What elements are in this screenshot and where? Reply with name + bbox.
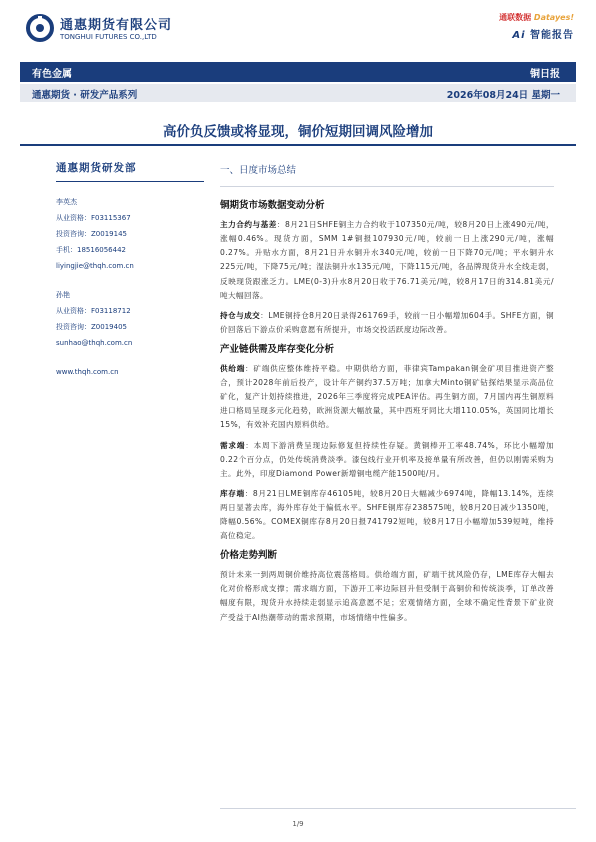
category-label: 有色金属 [32, 69, 72, 80]
company-name-cn: 通惠期货有限公司 [60, 18, 173, 33]
report-type-label: 铜日报 [530, 69, 560, 80]
department-name: 通惠期货研发部 [56, 160, 204, 182]
paragraph-positions: 持仓与成交：LME铜持仓8月20日录得261769手，较前一日小幅增加604手。SHFE方面，铜价回落后下游点价采购意愿有所提升，市场交投活跃度边际改善。 [220, 310, 555, 334]
analyst-email[interactable]: liyingjie@thqh.com.cn [56, 262, 134, 270]
series-label: 通惠期货 · 研发产品系列 [32, 90, 138, 101]
series-bar [20, 84, 576, 102]
analyst-consult-id: 投资咨询：Z0019145 [56, 230, 127, 238]
website-link[interactable]: www.thqh.com.cn [56, 368, 119, 376]
analyst-consult-id: 投资咨询：Z0019405 [56, 323, 127, 331]
analyst-name: 李英杰 [56, 198, 77, 206]
datayes-logo: 通联数据 Datayes! [499, 13, 574, 22]
paragraph-supply: 供给端：矿端供应整体维持平稳。中期供给方面，菲律宾Tampakan铜金矿项目推进资产整合，预计2028年前后投产，设计年产铜约37.5万吨；加拿大Minto铜矿钻探结果显示高品位矿化，复产计划持续推进，2026年三季度将完成PEA评估。再生铜方面，7月国内再生铜原料进口格局呈现多元化趋势，欧洲货源大幅放量，其中西班牙同比大增110.05%，英国同比增长15%，有效补充国内原料供给。 [220, 364, 554, 430]
analyst-email[interactable]: sunhao@thqh.com.cn [56, 339, 133, 347]
company-logo-icon [26, 14, 54, 42]
ai-report-logo: Ai 智能报告 [512, 30, 574, 41]
section-heading: 一、日度市场总结 [220, 165, 297, 176]
subsection-heading: 产业链供需及库存变化分析 [220, 343, 335, 355]
page-header [0, 0, 596, 56]
analyst-name: 孙艳 [56, 291, 70, 299]
paragraph-basis: 主力合约与基差：8月21日SHFE铜主力合约收于107350元/吨，较8月20日上涨490元/吨，涨幅0.46%。现货方面，SMM 1#铜报107930元/吨，较前一日上涨290元/吨，涨幅0.27%。升贴水方面，8月21日升水铜升水340元/吨，较前一日下降70元/吨；平水铜升水225元/吨，下降75元/吨；湿法铜升水135元/吨，下降115元/吨，各品牌现货升水全线走弱，反映现货跟涨乏力。LME(0-3)升水8月20日收于76.71美元/吨，较8月17日的314.81美元/吨大幅回落。 [220, 220, 554, 300]
section-divider [220, 186, 554, 187]
paragraph-demand: 需求端：本周下游消费呈现边际修复但持续性存疑。黄铜棒开工率48.74%，环比小幅增加0.22个百分点，仍处传统消费淡季。漆包线行业开机率及接单量有所改善，但仍以刚需采购为主。此外，印度Diamond Power新增铜电缆产能1500吨/月。 [220, 440, 554, 478]
title-divider [20, 144, 576, 146]
report-body [220, 164, 554, 631]
analyst-license: 从业资格：F03115367 [56, 214, 131, 222]
subsection-heading: 铜期货市场数据变动分析 [220, 200, 325, 212]
analyst-phone: 手机：18516056442 [56, 246, 126, 254]
subsection-heading: 价格走势判断 [220, 550, 278, 562]
report-date: 2026年08月24日 星期一 [446, 90, 560, 101]
report-title: 高价负反馈或将显现，铜价短期回调风险增加 [163, 124, 433, 140]
paragraph-outlook: 预计未来一到两周铜价维持高位震荡格局。供给端方面，矿端干扰风险仍存，LME库存大幅去化对价格形成支撑；需求端方面，下游开工率边际回升但受制于高铜价和传统淡季，订单改善幅度有限，现货升水持续走弱显示追高意愿不足；宏观情绪方面，全球不确定性背景下矿业资产受益于AI热潮带动的需求预期，市场情绪中性偏多。 [220, 570, 554, 622]
analyst-sidebar [56, 160, 204, 380]
category-bar [20, 62, 576, 82]
company-name-en: TONGHUI FUTURES CO.,LTD [60, 33, 157, 41]
footer-divider [220, 808, 576, 809]
paragraph-inventory: 库存端：8月21日LME铜库存46105吨，较8月20日大幅减少6974吨，降幅13.14%，连续两日显著去库，海外库存处于偏低水平。SHFE铜库存238575吨，较8月20日减少1350吨，降幅0.56%。COMEX铜库存8月20日报741792短吨，较8月17日小幅增加539短吨，维持高位稳定。 [220, 488, 555, 541]
analyst-license: 从业资格：F03118712 [56, 307, 131, 315]
page-number: 1/9 [292, 820, 304, 828]
